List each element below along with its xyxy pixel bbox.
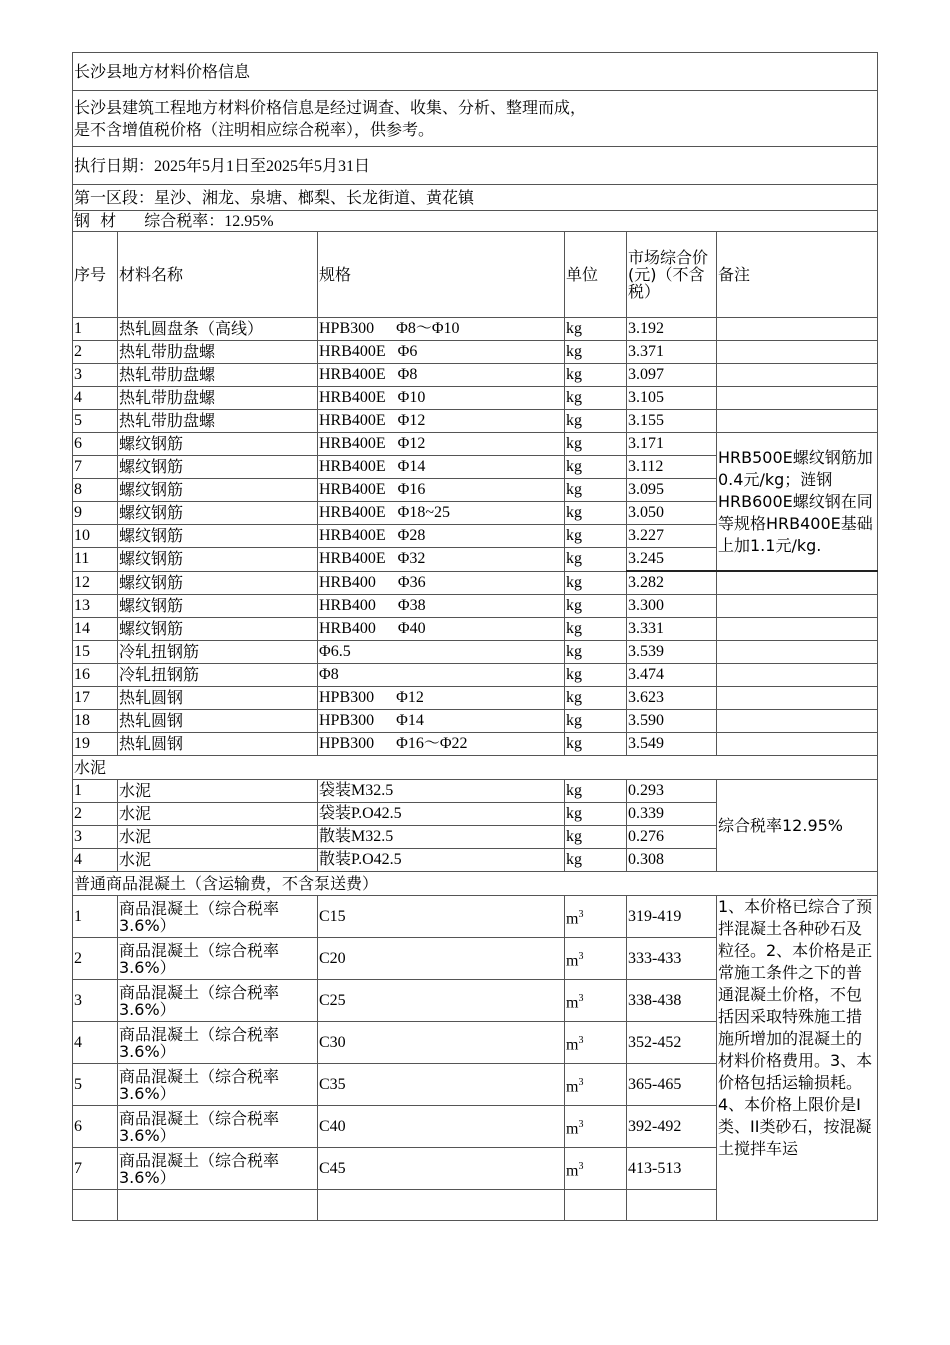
unit: kg — [565, 710, 627, 733]
material-name: 螺纹钢筋 — [118, 571, 318, 595]
spec-diameter: Φ14 — [396, 712, 424, 729]
price-sheet — [72, 52, 877, 1221]
header-note: 备注 — [717, 232, 878, 318]
unit — [565, 1064, 627, 1106]
unit: kg — [565, 525, 627, 548]
material-spec — [318, 364, 565, 387]
intro-line-1: 长沙县建筑工程地方材料价格信息是经过调查、收集、分析、整理而成， — [74, 97, 587, 117]
cement-row — [73, 780, 878, 803]
spec-diameter: Φ8 — [397, 366, 418, 383]
row-index: 4 — [73, 849, 118, 872]
empty-cell — [565, 1190, 627, 1221]
price: 365-465 — [627, 1064, 717, 1106]
material-spec — [318, 710, 565, 733]
material-name: 热轧圆钢 — [118, 733, 318, 756]
material-name: 热轧带肋盘螺 — [118, 341, 318, 364]
price: 3.192 — [627, 318, 717, 341]
price: 3.095 — [627, 479, 717, 502]
material-spec: 袋装M32.5 — [318, 780, 565, 803]
unit-base: m — [566, 910, 579, 928]
unit: kg — [565, 318, 627, 341]
document-title: 长沙县地方材料价格信息 — [73, 53, 878, 91]
unit-superscript: 3 — [578, 1076, 584, 1088]
row-index: 16 — [73, 664, 118, 687]
note-empty — [717, 341, 878, 364]
price: 0.276 — [627, 826, 717, 849]
price: 3.227 — [627, 525, 717, 548]
unit: kg — [565, 571, 627, 595]
material-spec — [318, 595, 565, 618]
spec-grade: HRB400E — [319, 435, 386, 452]
row-index: 9 — [73, 502, 118, 525]
unit-superscript: 3 — [578, 908, 584, 920]
note-empty — [717, 410, 878, 433]
material-spec — [318, 502, 565, 525]
note-empty — [717, 595, 878, 618]
spec-diameter: Φ14 — [397, 458, 426, 475]
unit — [565, 1148, 627, 1190]
material-spec: C25 — [318, 980, 565, 1022]
steel-row — [73, 618, 878, 641]
price: 3.282 — [627, 571, 717, 595]
spec-diameter: Φ32 — [397, 550, 426, 568]
spec-grade: HRB400E — [319, 481, 386, 498]
spec-diameter: Φ12 — [396, 689, 424, 706]
material-name: 水泥 — [118, 780, 318, 803]
price: 319-419 — [627, 896, 717, 938]
spec-grade: HPB300 — [319, 689, 375, 706]
unit-base: m — [566, 1162, 579, 1180]
row-index: 4 — [73, 387, 118, 410]
spec-diameter: Φ28 — [397, 527, 426, 544]
steel-tax-label: 综合税率： — [144, 210, 225, 230]
row-index: 5 — [73, 410, 118, 433]
row-index: 12 — [73, 571, 118, 595]
concrete-note: 1、本价格已综合了预拌混凝土各种砂石及粒径。2、本价格是正常施工条件之下的普通混凝土价格，不包括因采取特殊施工措施所增加的混凝土的材料价格费用。3、本价格包括运输损耗。4、本价格上限价是I类、II类砂石，按混凝土搅拌车运 — [717, 896, 878, 1221]
unit: kg — [565, 849, 627, 872]
note-empty — [717, 318, 878, 341]
spec-diameter: Φ12 — [397, 412, 426, 429]
note-empty — [717, 641, 878, 664]
empty-cell — [118, 1190, 318, 1221]
material-spec: C20 — [318, 938, 565, 980]
spec-grade: HRB400E — [319, 550, 386, 568]
material-spec — [318, 479, 565, 502]
note-empty — [717, 571, 878, 595]
table-header-row — [73, 232, 878, 318]
row-index: 1 — [73, 780, 118, 803]
unit-base: m — [566, 1078, 579, 1096]
row-index: 1 — [73, 318, 118, 341]
material-name: 热轧带肋盘螺 — [118, 364, 318, 387]
spec-diameter: Φ16 — [397, 481, 426, 498]
steel-category-label: 钢 材 — [74, 210, 117, 230]
row-index: 6 — [73, 1106, 118, 1148]
price: 3.539 — [627, 641, 717, 664]
material-name: 热轧圆盘条（高线） — [118, 318, 318, 341]
row-index: 2 — [73, 803, 118, 826]
note-empty — [717, 664, 878, 687]
material-name: 螺纹钢筋 — [118, 595, 318, 618]
spec-diameter: Φ8～Φ10 — [396, 320, 460, 337]
price: 3.371 — [627, 341, 717, 364]
price: 0.293 — [627, 780, 717, 803]
note-empty — [717, 364, 878, 387]
material-spec: 散装P.O42.5 — [318, 849, 565, 872]
row-index: 13 — [73, 595, 118, 618]
unit: kg — [565, 618, 627, 641]
row-index: 3 — [73, 980, 118, 1022]
price: 3.171 — [627, 433, 717, 456]
spec-diameter: Φ16～Φ22 — [396, 735, 468, 752]
zone-info: 第一区段：星沙、湘龙、泉塘、榔梨、长龙街道、黄花镇 — [73, 185, 878, 211]
steel-row — [73, 595, 878, 618]
steel-row — [73, 687, 878, 710]
material-name: 冷轧扭钢筋 — [118, 664, 318, 687]
unit — [565, 980, 627, 1022]
note-empty — [717, 618, 878, 641]
spec-diameter: Φ40 — [397, 620, 426, 637]
unit-base: m — [566, 994, 579, 1012]
spec-grade: HRB400E — [319, 412, 386, 429]
steel-row — [73, 571, 878, 595]
material-name: 热轧带肋盘螺 — [118, 410, 318, 433]
material-spec — [318, 664, 565, 687]
row-index: 14 — [73, 618, 118, 641]
price: 0.308 — [627, 849, 717, 872]
price: 333-433 — [627, 938, 717, 980]
unit: kg — [565, 410, 627, 433]
spec-grade: HPB300 — [319, 712, 375, 729]
price: 392-492 — [627, 1106, 717, 1148]
spec-grade: HRB400E — [319, 527, 386, 544]
material-name: 螺纹钢筋 — [118, 618, 318, 641]
material-name: 螺纹钢筋 — [118, 456, 318, 479]
material-name: 冷轧扭钢筋 — [118, 641, 318, 664]
date-label: 执行日期： — [74, 155, 155, 175]
row-index: 10 — [73, 525, 118, 548]
spec-grade: HRB400 — [319, 597, 376, 614]
unit: kg — [565, 387, 627, 410]
document-intro — [73, 91, 878, 147]
material-spec: C35 — [318, 1064, 565, 1106]
price: 3.155 — [627, 410, 717, 433]
note-empty — [717, 687, 878, 710]
price: 3.112 — [627, 456, 717, 479]
material-spec: 袋装P.O42.5 — [318, 803, 565, 826]
material-spec: C45 — [318, 1148, 565, 1190]
unit-base: m — [566, 952, 579, 970]
material-spec — [318, 525, 565, 548]
material-spec: 散装M32.5 — [318, 826, 565, 849]
price: 3.097 — [627, 364, 717, 387]
steel-row — [73, 733, 878, 756]
note-empty — [717, 733, 878, 756]
material-spec — [318, 687, 565, 710]
unit-base: m — [566, 1120, 579, 1138]
concrete-row — [73, 896, 878, 938]
spec-grade: HRB400 — [319, 620, 376, 637]
row-index: 1 — [73, 896, 118, 938]
material-name: 水泥 — [118, 849, 318, 872]
row-index: 11 — [73, 548, 118, 572]
empty-cell — [627, 1190, 717, 1221]
empty-cell — [318, 1190, 565, 1221]
price: 3.623 — [627, 687, 717, 710]
row-index: 6 — [73, 433, 118, 456]
material-spec — [318, 456, 565, 479]
price: 0.339 — [627, 803, 717, 826]
header-name: 材料名称 — [118, 232, 318, 318]
cement-section-header: 水泥 — [73, 756, 878, 780]
steel-row — [73, 387, 878, 410]
unit — [565, 1106, 627, 1148]
row-index: 5 — [73, 1064, 118, 1106]
material-name: 商品混凝土（综合税率3.6%） — [118, 938, 318, 980]
material-spec — [318, 641, 565, 664]
unit: kg — [565, 826, 627, 849]
unit — [565, 938, 627, 980]
material-spec — [318, 618, 565, 641]
material-name: 商品混凝土（综合税率3.6%） — [118, 1022, 318, 1064]
header-price: 市场综合价(元)（不含税） — [627, 232, 717, 318]
unit: kg — [565, 502, 627, 525]
spec-diameter: Φ6 — [397, 343, 418, 360]
price: 3.105 — [627, 387, 717, 410]
spec-grade: HRB400E — [319, 458, 386, 475]
row-index: 2 — [73, 341, 118, 364]
material-name: 水泥 — [118, 826, 318, 849]
steel-row — [73, 364, 878, 387]
spec-diameter: Φ10 — [397, 389, 426, 406]
spec-grade: HRB400E — [319, 389, 386, 406]
price: 3.050 — [627, 502, 717, 525]
header-index: 序号 — [73, 232, 118, 318]
spec-grade: HRB400E — [319, 504, 386, 521]
concrete-section-header: 普通商品混凝土（含运输费，不含泵送费） — [73, 872, 878, 896]
price: 3.590 — [627, 710, 717, 733]
cement-note: 综合税率12.95% — [717, 780, 878, 872]
price: 3.331 — [627, 618, 717, 641]
empty-cell — [73, 1190, 118, 1221]
steel-row — [73, 641, 878, 664]
row-index: 7 — [73, 456, 118, 479]
material-spec — [318, 548, 565, 572]
steel-row — [73, 710, 878, 733]
unit-superscript: 3 — [578, 1118, 584, 1130]
row-index: 3 — [73, 364, 118, 387]
unit-superscript: 3 — [578, 992, 584, 1004]
material-spec: C15 — [318, 896, 565, 938]
header-spec: 规格 — [318, 232, 565, 318]
price: 413-513 — [627, 1148, 717, 1190]
material-name: 商品混凝土（综合税率3.6%） — [118, 1106, 318, 1148]
material-name: 水泥 — [118, 803, 318, 826]
unit: kg — [565, 664, 627, 687]
unit: kg — [565, 548, 627, 572]
row-index: 15 — [73, 641, 118, 664]
material-spec — [318, 387, 565, 410]
unit-base: m — [566, 1036, 579, 1054]
steel-row — [73, 433, 878, 456]
spec-diameter: Φ8 — [319, 666, 339, 683]
unit: kg — [565, 803, 627, 826]
row-index: 4 — [73, 1022, 118, 1064]
spec-diameter: Φ18~25 — [397, 504, 451, 521]
unit-superscript: 3 — [578, 1034, 584, 1046]
unit: kg — [565, 687, 627, 710]
note-empty — [717, 710, 878, 733]
material-name: 螺纹钢筋 — [118, 525, 318, 548]
price: 352-452 — [627, 1022, 717, 1064]
material-spec — [318, 571, 565, 595]
spec-grade: HRB400 — [319, 573, 376, 591]
material-name: 商品混凝土（综合税率3.6%） — [118, 1148, 318, 1190]
price: 3.474 — [627, 664, 717, 687]
material-spec: C40 — [318, 1106, 565, 1148]
steel-category — [73, 211, 878, 232]
material-name: 商品混凝土（综合税率3.6%） — [118, 1064, 318, 1106]
material-name: 热轧带肋盘螺 — [118, 387, 318, 410]
unit — [565, 896, 627, 938]
rebar-note: HRB500E螺纹钢筋加0.4元/kg；涟钢HRB600E螺纹钢在同等规格HRB400E基础上加1.1元/kg. — [717, 433, 878, 572]
intro-line-2: 是不含增值税价格（注明相应综合税率），供参考。 — [74, 119, 435, 139]
note-empty — [717, 387, 878, 410]
price: 338-438 — [627, 980, 717, 1022]
spec-diameter: Φ36 — [397, 573, 426, 591]
price: 3.245 — [627, 548, 717, 572]
steel-tax-value: 12.95% — [224, 212, 274, 230]
material-name: 螺纹钢筋 — [118, 433, 318, 456]
row-index: 3 — [73, 826, 118, 849]
material-spec: C30 — [318, 1022, 565, 1064]
row-index: 17 — [73, 687, 118, 710]
unit: kg — [565, 479, 627, 502]
unit: kg — [565, 456, 627, 479]
spec-grade: HRB400E — [319, 366, 386, 383]
unit — [565, 1022, 627, 1064]
material-spec — [318, 318, 565, 341]
material-spec — [318, 341, 565, 364]
steel-row — [73, 318, 878, 341]
spec-diameter: Φ12 — [397, 435, 426, 452]
steel-row — [73, 341, 878, 364]
price: 3.300 — [627, 595, 717, 618]
material-name: 螺纹钢筋 — [118, 548, 318, 572]
row-index: 8 — [73, 479, 118, 502]
date-value: 2025年5月1日至2025年5月31日 — [154, 157, 371, 175]
unit: kg — [565, 641, 627, 664]
spec-grade: HPB300 — [319, 320, 375, 337]
steel-row — [73, 410, 878, 433]
spec-grade: HPB300 — [319, 735, 375, 752]
spec-diameter: Φ6.5 — [319, 643, 351, 660]
unit: kg — [565, 595, 627, 618]
unit: kg — [565, 364, 627, 387]
row-index: 2 — [73, 938, 118, 980]
spec-diameter: Φ38 — [397, 597, 426, 614]
row-index: 18 — [73, 710, 118, 733]
row-index: 7 — [73, 1148, 118, 1190]
row-index: 19 — [73, 733, 118, 756]
material-spec — [318, 433, 565, 456]
material-name: 热轧圆钢 — [118, 687, 318, 710]
spec-grade: HRB400E — [319, 343, 386, 360]
unit: kg — [565, 733, 627, 756]
price-table — [72, 52, 878, 1221]
unit: kg — [565, 780, 627, 803]
material-name: 商品混凝土（综合税率3.6%） — [118, 896, 318, 938]
material-spec — [318, 410, 565, 433]
unit: kg — [565, 433, 627, 456]
effective-date — [73, 147, 878, 185]
material-name: 热轧圆钢 — [118, 710, 318, 733]
unit-superscript: 3 — [578, 950, 584, 962]
header-unit: 单位 — [565, 232, 627, 318]
material-name: 螺纹钢筋 — [118, 479, 318, 502]
material-spec — [318, 733, 565, 756]
steel-row — [73, 664, 878, 687]
unit: kg — [565, 341, 627, 364]
unit-superscript: 3 — [578, 1160, 584, 1172]
material-name: 商品混凝土（综合税率3.6%） — [118, 980, 318, 1022]
price: 3.549 — [627, 733, 717, 756]
material-name: 螺纹钢筋 — [118, 502, 318, 525]
